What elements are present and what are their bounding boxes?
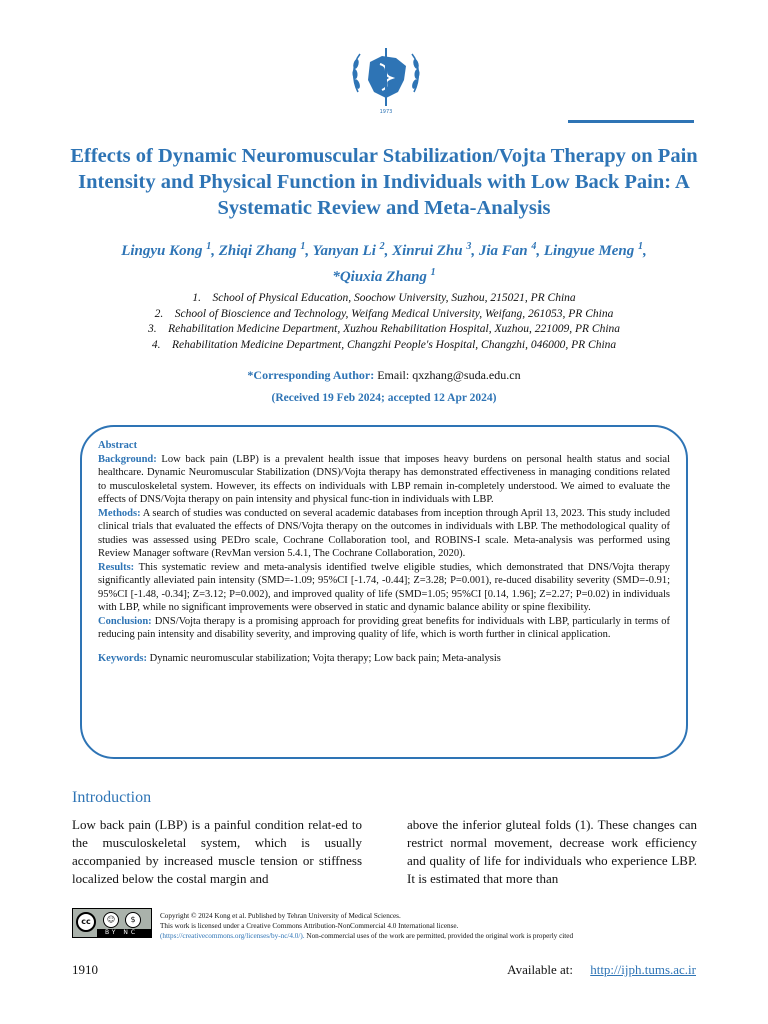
methods-label: Methods: xyxy=(98,507,141,519)
affiliation-list xyxy=(90,291,678,353)
license-line-3 xyxy=(160,931,720,941)
affiliation-item: 1. School of Physical Education, Soochow University, Suzhou, 215021, PR China xyxy=(192,292,576,304)
author-name: Xinrui Zhu $^3$ xyxy=(392,241,472,259)
author-name: Lingyue Meng $^1$ xyxy=(543,241,644,259)
abstract-conclusion xyxy=(98,615,670,642)
abstract-keywords xyxy=(98,652,670,666)
abstract-heading: Abstract xyxy=(98,440,138,451)
background-label: Background: xyxy=(98,453,157,465)
keywords-label: Keywords: xyxy=(98,652,147,664)
license-line-1: Copyright © 2024 Kong et al. Published by Tehran University of Medical Sciences. xyxy=(160,912,401,920)
license-line-2: This work is licensed under a Creative Commons Attribution-NonCommercial 4.0 International license. xyxy=(160,922,459,930)
creative-commons-by-nc-icon[interactable] xyxy=(72,908,152,938)
author-name: Lingyu Kong $^1$ xyxy=(121,241,212,259)
abstract-background xyxy=(98,453,670,507)
intro-column-left: Low back pain (LBP) is a painful condition relat-ed to the musculoskeletal system, which is usually accompanied by increased muscle tension or stiffness localized below the costal margin and xyxy=(72,817,362,886)
received-dates: (Received 19 Feb 2024; accepted 12 Apr 2024) xyxy=(271,392,497,404)
journal-url-link[interactable]: http://ijph.tums.ac.ir xyxy=(590,962,696,977)
abstract-methods xyxy=(98,507,670,561)
available-at xyxy=(507,962,696,978)
cc-icon: cc xyxy=(76,912,96,932)
corresponding-author xyxy=(40,368,728,383)
journal-emblem-icon xyxy=(348,40,424,116)
affiliation-item: 2. School of Bioscience and Technology, Weifang Medical University, Weifang, 261053, PR China xyxy=(154,307,614,320)
available-label: Available at: xyxy=(507,962,573,977)
attribution-icon: ☺ xyxy=(103,912,119,928)
license-line-3-text: Non-commercial uses of the work are permitted, provided the original work is properly cited xyxy=(304,932,574,940)
author-affiliation-mark: 1 xyxy=(638,241,644,252)
abstract-results xyxy=(98,561,670,615)
page-number: 1910 xyxy=(72,962,98,977)
author-name: Yanyan Li $^2$ xyxy=(312,241,385,259)
author-affiliation-mark: 3 xyxy=(466,241,472,252)
noncommercial-icon: $ xyxy=(125,912,141,928)
author-affiliation-mark: 4 xyxy=(531,241,537,252)
author-name: Jia Fan $^4$ xyxy=(478,241,537,259)
author-name: *Qiuxia Zhang $^1$ xyxy=(332,267,436,285)
abstract-box xyxy=(80,425,688,759)
author-affiliation-mark: 1 xyxy=(206,241,212,252)
header-rule xyxy=(568,120,694,123)
paper-title: Effects of Dynamic Neuromuscular Stabilization/Vojta Therapy on Pain Intensity and Physical Function in Individuals with Low Back Pain: A Systematic Review and Meta-Analysis xyxy=(70,145,698,219)
corresponding-email[interactable]: Email: qxzhang@suda.edu.cn xyxy=(377,368,521,382)
badge-strip: BY NC xyxy=(97,929,151,937)
intro-column-right: above the inferior gluteal folds (1). These changes can restrict normal movement, decrease work efficiency and quality of life for individuals who experience LBP. It is estimated that more than xyxy=(407,817,697,886)
logo-year: 1973 xyxy=(379,109,393,115)
conclusion-text: DNS/Vojta therapy is a promising approach for providing great benefits for individuals with LBP, particularly in terms of reducing pain intensity and disability severity, and improving quality of life, which is worth further in clinical application. xyxy=(98,615,670,640)
background-text: Low back pain (LBP) is a prevalent health issue that imposes heavy burdens on personal health status and social healthcare. Dynamic Neuromuscular Stabilization (DNS)/Vojta therapy has demonstrated effectiveness in managing conditions related to musculoskeletal system. However, its effects on individuals with LBP remain in-completely understood. We aimed to evaluate the effects of DNS/Vojta therapy on pain intensity and physical func-tion in individuals with LBP. xyxy=(98,453,670,505)
affiliation-item: 4. Rehabilitation Medicine Department, Changzhi People's Hospital, Changzhi, 046000, PR China xyxy=(151,338,617,351)
author-affiliation-mark: 1 xyxy=(300,241,306,252)
methods-text: A search of studies was conducted on several academic databases from inception through April 13, 2023. This study included clinical trials that evaluated the effects of DNS/Vojta therapy on the outcomes in individuals with LBP. The methodological quality of studies was assessed using PEDro scale, Cochrane Collaboration tool, and ROBINS-I scale. Meta-analysis was performed using Review Manager software (RevMan version 5.4.1, The Cochrane Collaboration, 2020). xyxy=(98,507,671,559)
author-name: Zhiqi Zhang $^1$ xyxy=(218,241,306,259)
author-affiliation-mark: 1 xyxy=(430,267,436,278)
license-text xyxy=(160,911,720,941)
license-link[interactable]: (https://creativecommons.org/licenses/by-nc/4.0/). xyxy=(160,932,305,940)
results-label: Results: xyxy=(98,561,135,573)
author-affiliation-mark: 2 xyxy=(379,241,385,252)
results-text: This systematic review and meta-analysis identified twelve eligible studies, which demonstrated that DNS/Vojta therapy significantly alleviated pain intensity (SMD=-1.09; 95%CI [-1.74, -0.44]; Z=3.28; P=0.001), re-duced disability severity (SMD=-0.91; 95%CI [-1.48, -0.34]; Z=3.12; P=0.002), and improved quality of life (SMD=1.05; 95%CI [0.14, 1.96]; Z=2.27; P=0.02) in individuals with LBP, while no significant improvements were observed in static and dynamic balance ability or spine flexibility. xyxy=(98,561,670,613)
conclusion-label: Conclusion: xyxy=(98,615,152,627)
corresponding-label: *Corresponding Author: xyxy=(247,368,375,382)
affiliation-item: 3. Rehabilitation Medicine Department, Xuzhou Rehabilitation Hospital, Xuzhou, 221009, PR China xyxy=(147,323,621,335)
introduction-heading: Introduction xyxy=(72,789,152,807)
keywords-text: Dynamic neuromuscular stabilization; Vojta therapy; Low back pain; Meta-analysis xyxy=(149,652,501,664)
author-list: Lingyu Kong $^1$, Zhiqi Zhang $^1$, Yanyan Li $^2$, Xinrui Zhu $^3$, Jia Fan $^4$, Lingyue Meng $^1$, *Qiuxia Zhang $^1$ xyxy=(121,241,647,285)
